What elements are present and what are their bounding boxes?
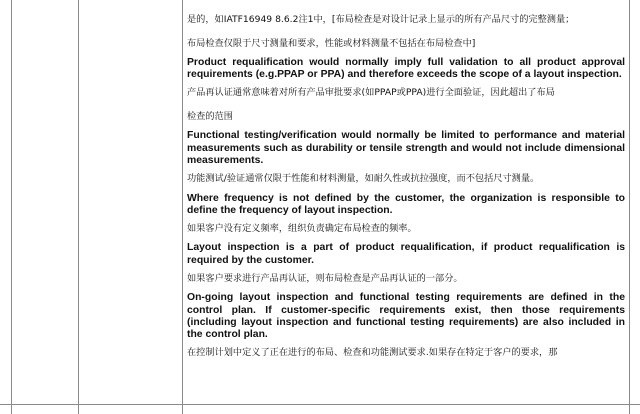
paragraph-zh-6: 如果客户没有定义频率，组织负责确定布局检查的频率。 [187, 222, 417, 234]
paragraph-zh-7: 如果客户要求进行产品再认证，则布局检查是产品再认证的一部分。 [187, 272, 463, 284]
table-column-divider-1 [78, 0, 79, 414]
paragraph-en-layout-inspection: Layout inspection is a part of product requalification, if product requalification is required by the customer. [187, 242, 625, 266]
paragraph-zh-5: 功能测试/验证通常仅限于性能和材料测量，如耐久性或抗拉强度，而不包括尺寸测量。 [187, 173, 540, 185]
paragraph-zh-3: 产品再认证通常意味着对所有产品审批要求(如PPAP或PPA)进行全面验证，因此超出了布局 [187, 87, 555, 99]
table-border-right [629, 0, 630, 414]
paragraph-en-frequency: Where frequency is not defined by the customer, the organization is responsible to define the frequency of layout inspection. [187, 192, 625, 216]
table-border-bottom [0, 404, 640, 405]
paragraph-zh-2: 布局检查仅限于尺寸测量和要求，性能或材料测量不包括在布局检查中] [187, 37, 476, 49]
paragraph-en-control-plan: On-going layout inspection and functional testing requirements are defined in the control plan. If customer-specific requirements exist, then those requirements (including layout inspection and functional testing requirements) are also included in the control plan. [187, 292, 625, 340]
paragraph-en-functional-testing: Functional testing/verification would normally be limited to performance and material measurements such as durability or tensile strength and would not include dimensional measurements. [187, 130, 625, 166]
paragraph-zh-4: 检查的范围 [187, 110, 233, 122]
paragraph-en-requalification: Product requalification would normally imply full validation to all product approval requirements (e.g.PPAP or PPA) and therefore exceeds the scope of a layout inspection. [187, 57, 625, 81]
paragraph-zh-8: 在控制计划中定义了正在进行的布局、检查和功能测试要求.如果存在特定于客户的要求，那 [187, 347, 558, 359]
table-border-left [11, 0, 12, 414]
paragraph-zh-1: 是的，如IATF16949 8.6.2注1中，[布局检查是对设计记录上显示的所有产品尺寸的完整测量； [187, 14, 575, 25]
table-cell-content [187, 14, 625, 363]
table-column-divider-2 [182, 0, 183, 414]
